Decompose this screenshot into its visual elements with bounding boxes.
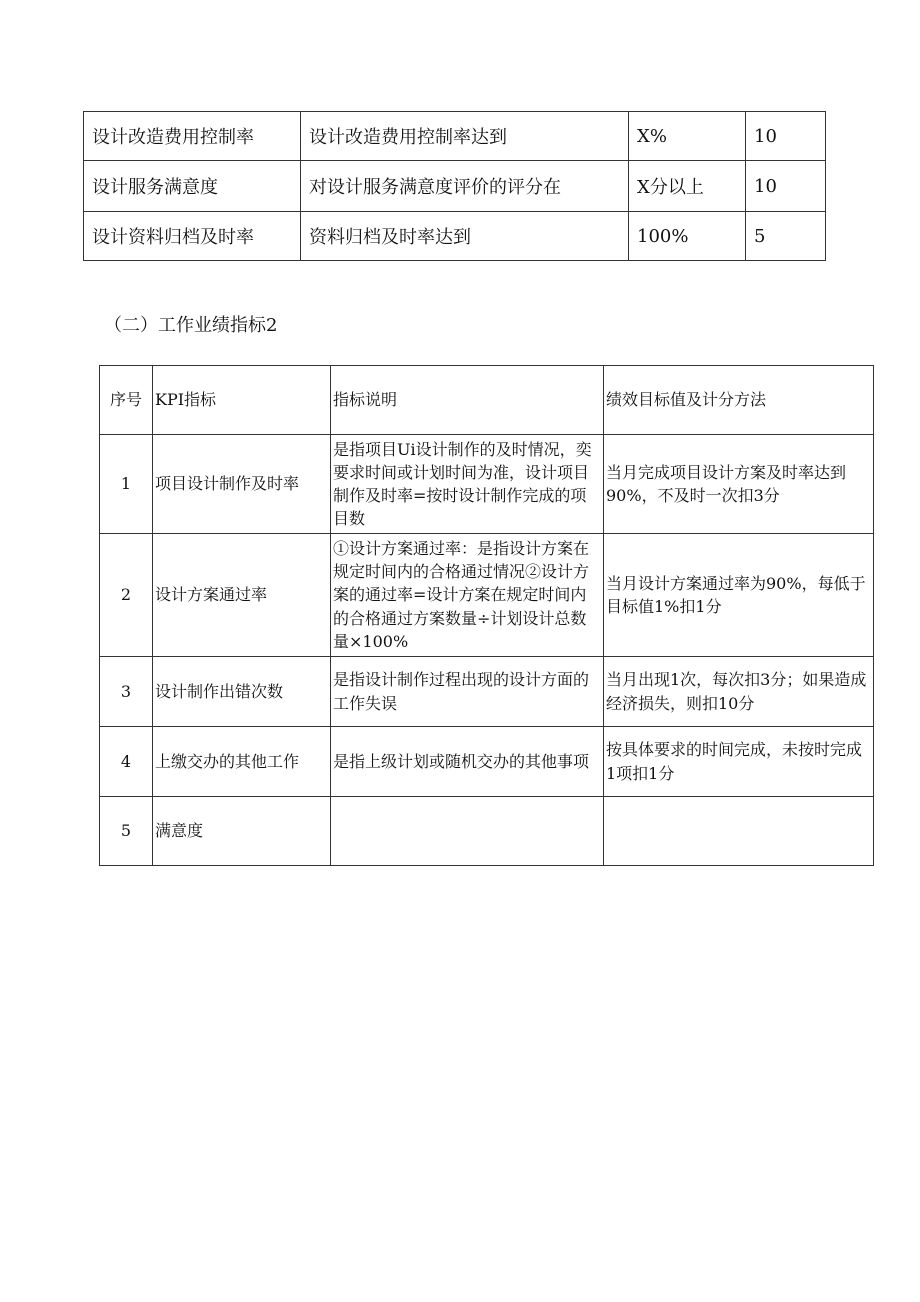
table-cell-kpi: 满意度 xyxy=(153,797,331,866)
table-cell-kpi: 设计制作出错次数 xyxy=(153,657,331,727)
table-cell: 100% xyxy=(629,212,746,261)
table-cell-target: 当月出现1次，每次扣3分；如果造成经济损失，则扣10分 xyxy=(604,657,874,727)
table-cell-description: 是指项目Ui设计制作的及时情况，奕要求时间或计划时间为准，设计项目制作及时率=按时设计制作完成的项目数 xyxy=(331,435,604,534)
table-cell: X% xyxy=(629,112,746,161)
table-cell-kpi: 上缴交办的其他工作 xyxy=(153,727,331,797)
column-header-index: 序号 xyxy=(100,366,153,435)
table-cell-target: 按具体要求的时间完成，未按时完成1项扣1分 xyxy=(604,727,874,797)
table-cell-target: 当月设计方案通过率为90%，每低于目标值1%扣1分 xyxy=(604,534,874,657)
table-cell-target: 当月完成项目设计方案及时率达到90%，不及时一次扣3分 xyxy=(604,435,874,534)
table-row xyxy=(100,435,874,534)
kpi-table-1 xyxy=(83,111,826,261)
table-cell-description: 是指上级计划或随机交办的其他事项 xyxy=(331,727,604,797)
table-cell-index: 2 xyxy=(100,534,153,657)
table-cell-index: 1 xyxy=(100,435,153,534)
table-row xyxy=(100,727,874,797)
table-cell-kpi: 项目设计制作及时率 xyxy=(153,435,331,534)
table-row xyxy=(84,161,826,212)
table-cell: 10 xyxy=(746,161,826,212)
column-header-kpi: KPI指标 xyxy=(153,366,331,435)
table-cell-index: 4 xyxy=(100,727,153,797)
table-cell: 资料归档及时率达到 xyxy=(301,212,629,261)
table-cell-target xyxy=(604,797,874,866)
table-row xyxy=(84,112,826,161)
table-cell-description: 是指设计制作过程出现的设计方面的工作失误 xyxy=(331,657,604,727)
table-cell: 设计改造费用控制率 xyxy=(84,112,301,161)
table-cell-kpi: 设计方案通过率 xyxy=(153,534,331,657)
section-heading: （二）工作业绩指标2 xyxy=(104,315,278,336)
column-header-target: 绩效目标值及计分方法 xyxy=(604,366,874,435)
table-row xyxy=(100,657,874,727)
column-header-description: 指标说明 xyxy=(331,366,604,435)
table-cell-description: ①设计方案通过率：是指设计方案在规定时间内的合格通过情况②设计方案的通过率=设计方案在规定时间内的合格通过方案数量÷计划设计总数量×100% xyxy=(331,534,604,657)
table-cell: 对设计服务满意度评价的评分在 xyxy=(301,161,629,212)
table-cell: 设计改造费用控制率达到 xyxy=(301,112,629,161)
table-cell: 10 xyxy=(746,112,826,161)
table-cell: 设计服务满意度 xyxy=(84,161,301,212)
table-cell-description xyxy=(331,797,604,866)
table-row xyxy=(100,534,874,657)
table-cell: 设计资料归档及时率 xyxy=(84,212,301,261)
table-row xyxy=(100,797,874,866)
table-cell: 5 xyxy=(746,212,826,261)
table-row xyxy=(84,212,826,261)
table-cell: X分以上 xyxy=(629,161,746,212)
table-header-row xyxy=(100,366,874,435)
table-cell-index: 3 xyxy=(100,657,153,727)
kpi-table-2 xyxy=(99,365,874,866)
table-cell-index: 5 xyxy=(100,797,153,866)
